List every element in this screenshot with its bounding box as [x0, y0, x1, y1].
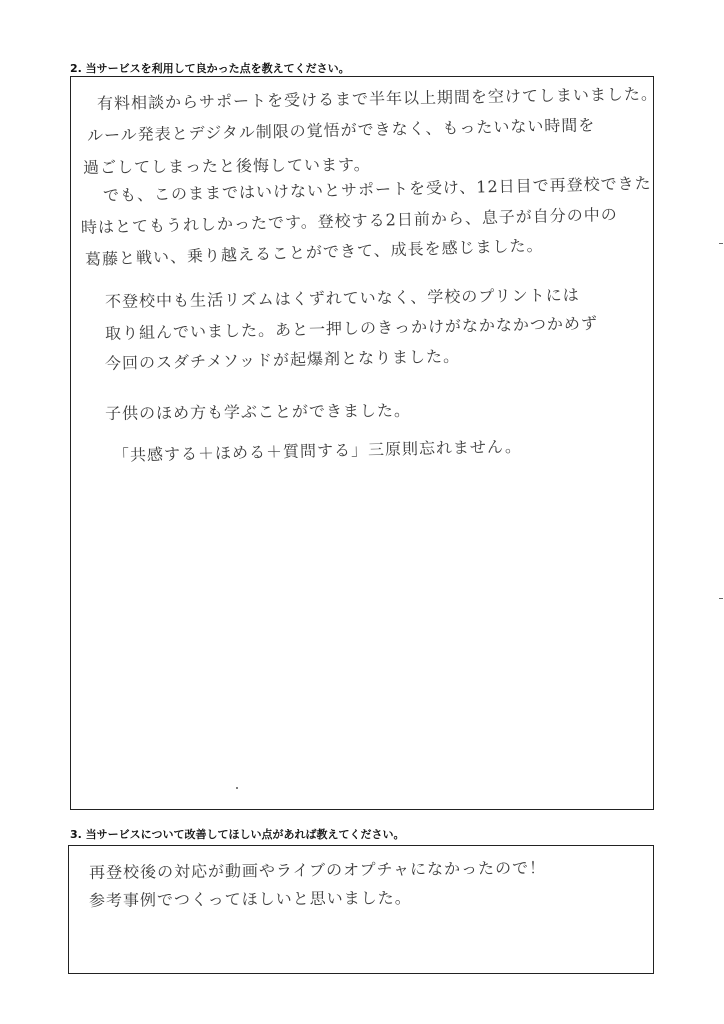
handwritten-line: 取り組んでいました。あと一押しのきっかけがなかなかつかめず	[104, 313, 599, 343]
handwritten-line: 「共感する＋ほめる＋質問する」三原則忘れません。	[112, 436, 523, 465]
handwritten-line: でも、このままではいけないとサポートを受け、12日目で再登校できた	[102, 173, 652, 205]
question-3-heading: 3. 当サービスについて改善してほしい点があれば教えてください。	[70, 828, 405, 841]
question-3-answer-box	[68, 845, 654, 974]
ink-speck	[236, 787, 238, 789]
handwritten-line: 今回のスダチメソッドが起爆剤となりました。	[104, 346, 461, 373]
handwritten-line: 時はとてもうれしかったです。登校する2日前から、息子が自分の中の	[80, 204, 619, 237]
handwritten-line: 有料相談からサポートを受けるまで半年以上期間を空けてしまいました。	[96, 84, 659, 113]
question-2-heading: 2. 当サービスを利用して良かった点を教えてください。	[70, 62, 350, 75]
scan-edge-mark	[719, 598, 723, 599]
handwritten-line: 不登校中も生活リズムはくずれていなく、学校のプリントには	[104, 285, 580, 311]
handwritten-line: 再登校後の対応が動画やライブのオプチャになかったので！	[88, 858, 547, 882]
handwritten-line: 参考事例でつくってほしいと思いました。	[88, 888, 412, 910]
handwritten-line: ルール発表とデジタル制限の覚悟ができなく、もったいない時間を	[86, 115, 596, 145]
handwritten-line: 過ごしてしまったと後悔しています。	[82, 154, 371, 177]
handwritten-line: 子供のほめ方も学ぶことができました。	[104, 400, 412, 423]
scan-edge-mark	[719, 243, 723, 244]
handwritten-line: 葛藤と戦い、乗り越えることができて、成長を感じました。	[84, 235, 544, 269]
question-2-answer-box	[70, 76, 659, 810]
